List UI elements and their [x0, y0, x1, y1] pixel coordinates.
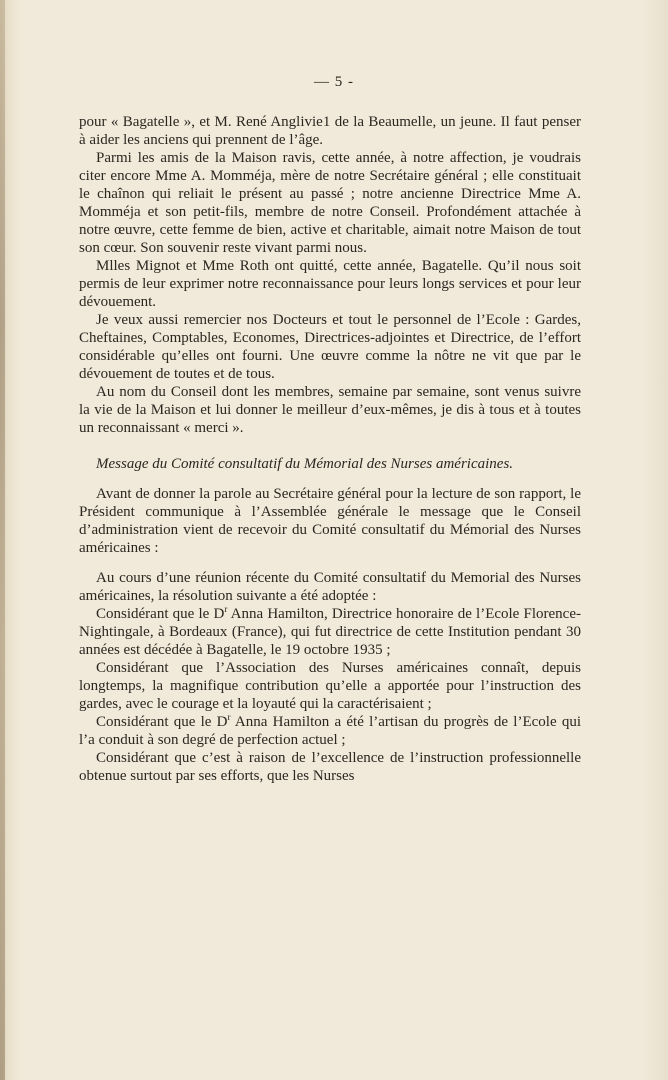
considerant-1: Considérant que le $D^r$ Anna Hamilton, Directrice honoraire de l’Ecole Florence-Nightingale, à Bordeaux (France), qui fut directrice de cette Institution pendant 30 années est décédée à Bagatelle, le 19 octobre 1935 ; [79, 604, 581, 658]
section-title: Message du Comité consultatif du Mémorial des Nurses américaines. [96, 456, 514, 472]
paragraph-1: pour « Bagatelle », et M. René Anglivie1 de la Beaumelle, un jeune. Il faut penser à aider les anciens qui prennent de l’âge. [79, 114, 581, 148]
paragraph-intro: Avant de donner la parole au Secrétaire général pour la lecture de son rapport, le Président communique à l’Assemblée générale le message que le Conseil d’administration vient de recevoir du Comité consultatif du Mémorial des Nurses américaines : [79, 486, 581, 556]
body-text [79, 113, 581, 785]
paragraph-2: Parmi les amis de la Maison ravis, cette année, à notre affection, je voudrais citer encore Mme A. Momméja, mère de notre Secrétaire général ; elle constituait le chaînon qui reliait le présent au passé ; notre ancienne Directrice Mme A. Momméja et son petit-fils, membre de notre Conseil. Profondément attachée à notre œuvre, cette femme de bien, active et charitable, aimait notre Maison de tout son cœur. Son souvenir reste vivant parmi nous. [79, 150, 581, 256]
paragraph-5: Au nom du Conseil dont les membres, semaine par semaine, sont venus suivre la vie de la Maison et lui donner le meilleur d’eux-mêmes, je dis à tous et à toutes un reconnaissant « merci ». [79, 384, 581, 436]
paragraph-4: Je veux aussi remercier nos Docteurs et tout le personnel de l’Ecole : Gardes, Cheftaines, Comptables, Economes, Directrices-adjointes et Directrice, de l’effort considérable qu’elles ont fourni. Une œuvre comme la nôtre ne vit que par le dévouement de toutes et de tous. [79, 312, 581, 382]
paragraph-3: Mlles Mignot et Mme Roth ont quitté, cette année, Bagatelle. Qu’il nous soit permis de leur exprimer notre reconnaissance pour leurs longs services et pour leur dévouement. [79, 258, 581, 310]
considerant-4: Considérant que c’est à raison de l’excellence de l’instruction professionnelle obtenue surtout par ses efforts, que les Nurses [79, 750, 581, 784]
paragraph-resolution: Au cours d’une réunion récente du Comité consultatif du Memorial des Nurses américaines, la résolution suivante a été adoptée : [79, 570, 581, 604]
considerant-2: Considérant que l’Association des Nurses américaines connaît, depuis longtemps, la magnifique contribution qu’elle a apportée pour l’instruction des gardes, avec le courage et la loyauté qui la caractérisaient ; [79, 660, 581, 712]
page-number: — 5 - [314, 74, 354, 90]
page-binding-edge [0, 0, 5, 1080]
considerant-3: Considérant que le $D^r$ Anna Hamilton a été l’artisan du progrès de l’Ecole qui l’a conduit à son degré de perfection actuel ; [79, 712, 581, 748]
